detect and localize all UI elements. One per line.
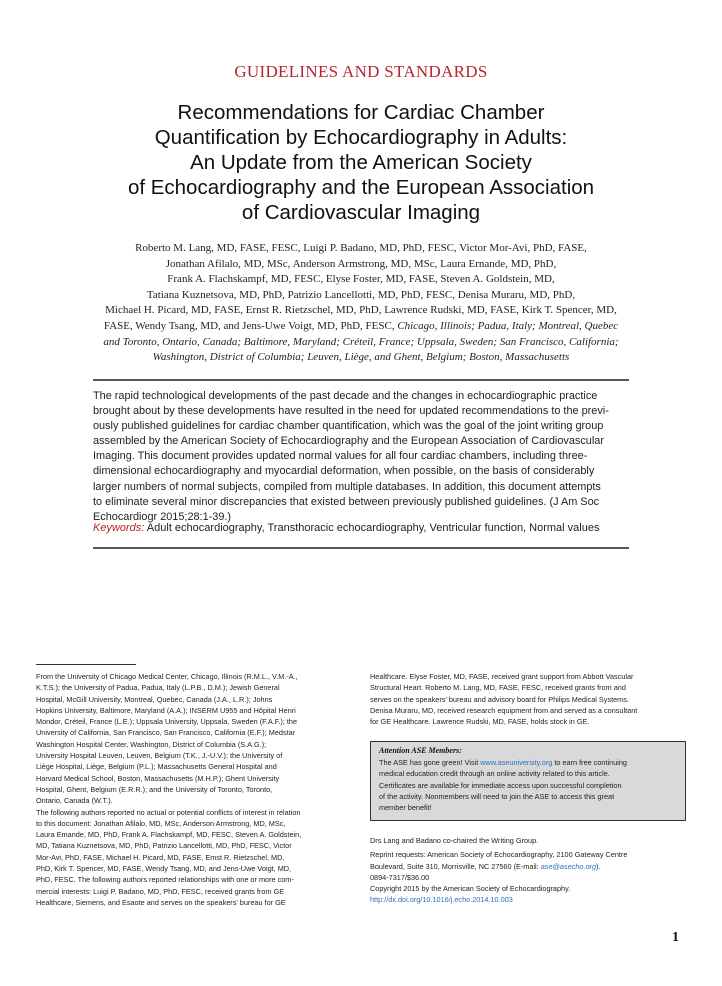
reprint-requests-line2: Boulevard, Suite 310, Morrisville, NC 27560 (E-mail: ase@asecho.org).	[370, 861, 601, 871]
ase-notice-title: Attention ASE Members:	[379, 746, 462, 755]
issn: 0894-7317/$36.00	[370, 872, 430, 882]
affiliation-line: Hospital, Ghent, Belgium (E.R.R.); and the University of Toronto, Toronto,	[36, 784, 273, 794]
abstract-bottom-rule	[93, 547, 629, 549]
conflict-line: mercial interests: Luigi P. Badano, MD, PhD, FESC, received grants from GE	[36, 886, 285, 896]
copyright: Copyright 2015 by the American Society of Echocardiography.	[370, 884, 571, 894]
affiliation-line: University of California, San Francisco, San Francisco, California (E.F.); Medstar	[36, 728, 296, 738]
author-line	[40, 319, 682, 335]
email-link[interactable]: ase@asecho.org	[540, 861, 597, 871]
affiliation-line: Washington Hospital Center, Washington, District of Columbia (S.A.G.);	[36, 739, 267, 749]
abstract-line: larger numbers of normal subjects, compiled from multiple databases. In addition, this document attempts	[93, 480, 601, 493]
affiliation-line: Liège Hospital, Liège, Belgium (P.L.); Massachusetts General Hospital and	[36, 762, 277, 772]
ase-notice-line: Certificates are available for immediate access upon successful completion	[379, 780, 622, 790]
article-title	[70, 100, 652, 225]
co-chairs-note: Drs Lang and Badano co-chaired the Writing Group.	[370, 836, 539, 845]
conflict-line: Laura Emande, MD, PhD, Frank A. Flachskampf, MD, FESC, Steven A. Goldstein,	[36, 830, 302, 840]
disclosure-line: Healthcare. Elyse Foster, MD, FASE, received grant support from Abbott Vascular	[370, 672, 634, 681]
title-line: An Update from the American Society	[190, 151, 532, 174]
conflict-line: PhD, Kirk T. Spencer, MD, FASE, Wendy Tsang, MD, and Jens-Uwe Voigt, MD,	[36, 864, 292, 874]
title-line: of Cardiovascular Imaging	[241, 201, 481, 224]
conflict-line: PhD, FESC. The following authors reported relationships with one or more com-	[36, 875, 294, 885]
ase-member-notice	[370, 741, 686, 821]
title-line: Recommendations for Cardiac Chamber	[177, 101, 545, 124]
affiliation-line: University Hospital Leuven, Leuven, Belgium (T.K., J.-U.V.); the University of	[36, 751, 283, 761]
author-line: Roberto M. Lang, MD, FASE, FESC, Luigi P. Badano, MD, PhD, FESC, Victor Mor-Avi, PhD, FASE,	[135, 242, 587, 254]
abstract	[93, 389, 629, 525]
abstract-top-rule	[93, 379, 629, 381]
affiliation-line: From the University of Chicago Medical Center, Chicago, Illinois (R.M.L., V.M.-A.,	[36, 672, 298, 681]
affiliation-line: Harvard Medical School, Boston, Massachusetts (M.H.P.); Ghent University	[36, 773, 280, 783]
author-line: Tatiana Kuznetsova, MD, PhD, Patrizio Lancellotti, MD, PhD, FESC, Denisa Muraru, MD, PhD,	[146, 288, 576, 301]
abstract-line: Echocardiogr 2015;28:1-39.)	[93, 510, 232, 523]
abstract-line: Imaging. This document provides updated normal values for all four cardiac chambers, including three-	[93, 450, 588, 463]
section-label: GUIDELINES AND STANDARDS	[234, 62, 488, 81]
author-locations-line: Washington, District of Columbia; Leuven, Liège, and Ghent, Belgium; Boston, Massachusetts	[152, 351, 570, 364]
author-names: FASE, Wendy Tsang, MD, and Jens-Uwe Voigt, MD, PhD, FESC,	[103, 319, 395, 332]
disclosure-line: for GE Healthcare. Lawrence Rudski, MD, FASE, holds stock in GE.	[370, 717, 590, 727]
abstract-line: dimensional echocardiography and myocardial deformation, when possible, on the basis of considerably	[93, 465, 595, 478]
author-locations: Chicago, Illinois; Padua, Italy; Montreal, Quebec	[394, 319, 619, 332]
conflict-line: The following authors reported no actual or potential conflicts of interest in relation	[36, 807, 301, 817]
affiliation-line: K.T.S.); the University of Padua, Padua, Italy (L.P.B., D.M.); Jewish General	[36, 683, 280, 693]
conflict-line: Healthcare, Siemens, and Esaote and serves on the speakers' bureau for GE	[36, 897, 286, 907]
keywords	[93, 522, 629, 534]
affiliation-line: Mondor, Créteil, France (L.E.); Uppsala University, Uppsala, Sweden (F.A.F.); the	[36, 717, 298, 727]
disclosure-line: Structural Heart. Roberto M. Lang, MD, FASE, FESC, received grants from and	[370, 683, 626, 693]
ase-notice-line: The ASE has gone green! Visit www.aseuniversity.org to earn free continuing	[379, 758, 627, 767]
author-line: Frank A. Flachskampf, MD, FESC, Elyse Foster, MD, FASE, Steven A. Goldstein, MD,	[167, 273, 555, 286]
footnotes-left-column	[36, 671, 354, 908]
keywords-label: Keywords:	[93, 522, 145, 534]
conflict-line: MD, Tatiana Kuznetsova, MD, PhD, Patrizio Lancellotti, MD, PhD, FESC, Victor	[36, 841, 292, 851]
ase-notice-line: of the activity. Nonmembers will need to join the ASE to access this great	[379, 791, 615, 801]
keywords-text: Adult echocardiography, Transthoracic echocardiography, Ventricular function, Normal values	[144, 522, 600, 534]
doi-link[interactable]: http://dx.doi.org/10.1016/j.echo.2014.10.003	[370, 895, 513, 905]
publication-info	[370, 835, 690, 906]
footnotes-right-column	[370, 671, 690, 727]
page-number: 1	[672, 930, 679, 945]
reprint-requests: Reprint requests: American Society of Echocardiography, 2100 Gateway Centre	[370, 850, 628, 860]
conflict-line: to this document: Jonathan Afilalo, MD, MSc, Anderson Armstrong, MD, MSc,	[36, 818, 286, 828]
disclosure-line: Denisa Muraru, MD, received research equipment from and served as a consultant	[370, 705, 638, 715]
author-line: Jonathan Afilalo, MD, MSc, Anderson Armstrong, MD, MSc, Laura Ernande, MD, PhD,	[165, 257, 557, 270]
author-list	[40, 241, 682, 366]
abstract-line: brought about by these developments have resulted in the need for updated recommendations to the previ-	[93, 405, 609, 418]
author-locations-line: and Toronto, Ontario, Canada; Baltimore, Maryland; Créteil, France; Uppsala, Sweden; San Francisco, California;	[103, 335, 619, 348]
footnote-rule	[36, 664, 136, 665]
affiliation-line: Hospital, McGill University, Montreal, Quebec, Canada (J.A., L.R.); Johns	[36, 694, 273, 704]
title-line: Quantification by Echocardiography in Adults:	[154, 126, 568, 149]
abstract-line: The rapid technological developments of the past decade and the changes in echocardiographic practice	[93, 390, 598, 402]
affiliation-line: Hopkins University, Baltimore, Maryland (A.A.); INSERM U955 and Hôpital Henri	[36, 705, 296, 715]
author-line: Michael H. Picard, MD, FASE, Ernst R. Rietzschel, MD, PhD, Lawrence Rudski, MD, FASE, Kirk T. Spencer, MD,	[105, 304, 617, 317]
aseuniversity-link[interactable]: www.aseuniversity.org	[480, 758, 553, 767]
abstract-line: ously published guidelines for cardiac chamber quantification, which was the goal of the joint writing group	[93, 420, 604, 433]
title-line: of Echocardiography and the European Association	[127, 176, 595, 199]
abstract-line: to eliminate several minor discrepancies that existed between previously published guidelines. (J Am Soc	[93, 495, 600, 508]
ase-notice-line: medical education credit through an online activity related to this article.	[379, 769, 610, 779]
abstract-line: assembled by the American Society of Echocardiography and the European Association of Cardiovascular	[93, 435, 604, 448]
affiliation-line: Ontario, Canada (W.T.).	[36, 796, 113, 806]
disclosure-line: serves on the speakers' bureau and advisory board for Philips Medical Systems.	[370, 694, 629, 704]
conflict-line: Mor-Avi, PhD, FASE, Michael H. Picard, MD, FASE, Emst R. Rietzschel, MD,	[36, 852, 285, 862]
ase-notice-line: member benefit!	[379, 803, 432, 813]
